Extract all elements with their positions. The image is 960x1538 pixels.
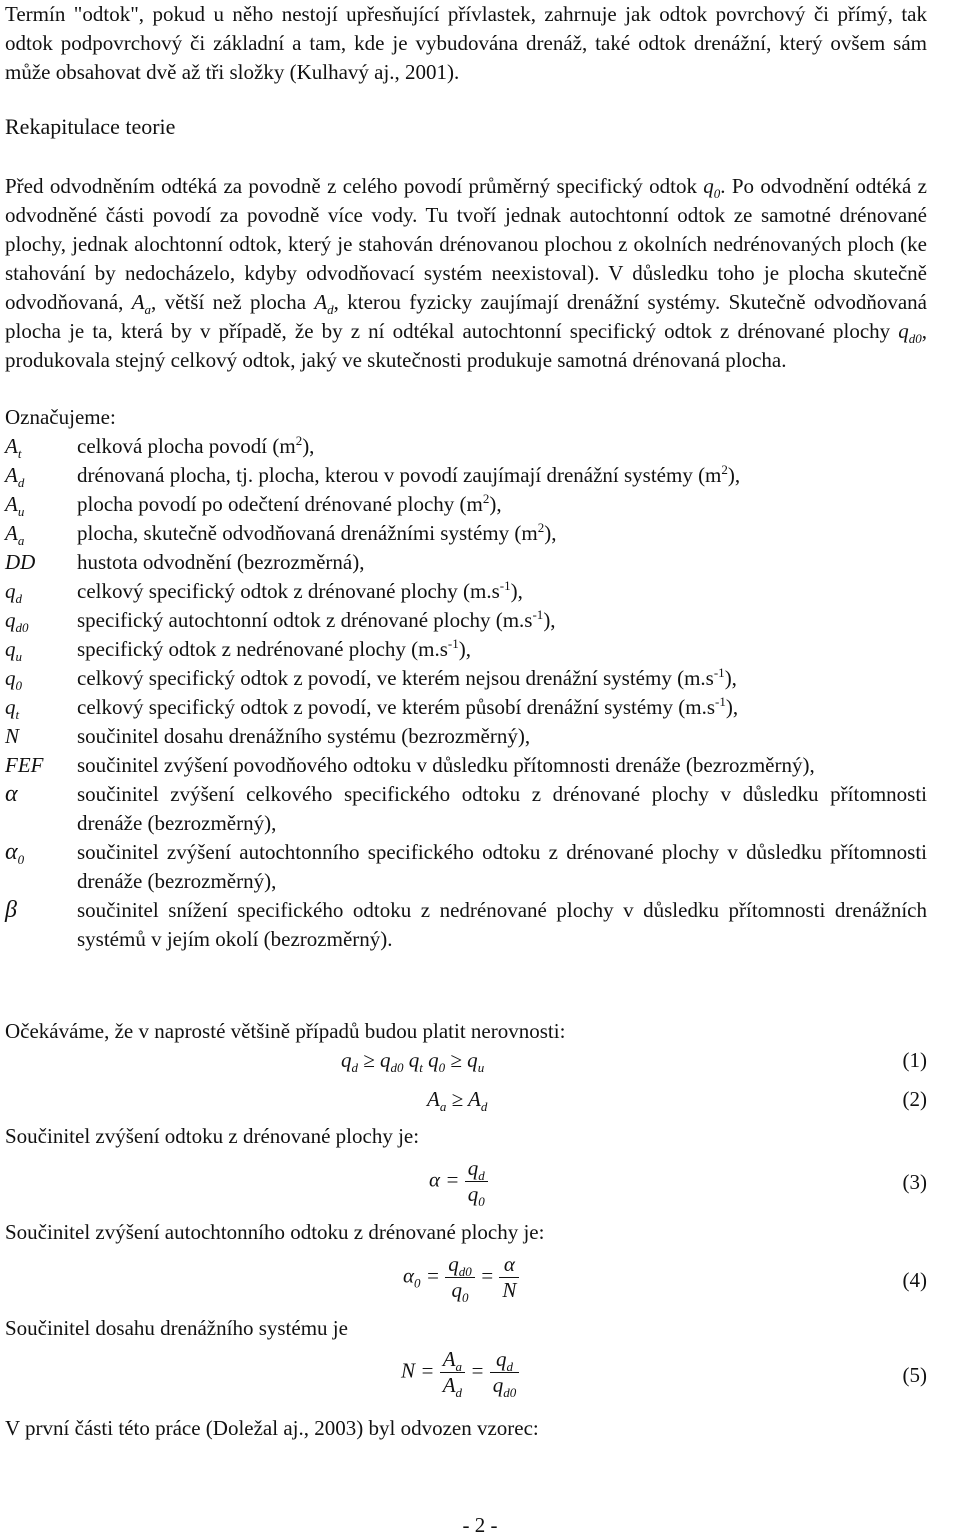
notation-symbol: $\alpha_0$ <box>5 839 25 868</box>
notation-description: součinitel zvýšení povodňového odtoku v důsledku přítomnosti drenáže (bezrozměrný), <box>77 753 815 777</box>
notation-description: celkový specifický odtok z povodí, ve kterém působí drenážní systémy $(m.s^{-1})$, <box>77 694 739 719</box>
equation-1-body: $q_d \ge q_{d0}$ $q_t$ $q_0 \ge q_u$ <box>341 1048 485 1076</box>
notation-description: součinitel snížení specifického odtoku z nedrénované plochy v důsledku přítomnosti drenážních systémů v jejím okolí (bezrozměrný). <box>77 898 927 951</box>
inequalities-intro: Očekáváme, že v naprosté většině případů budou platit nerovnosti: <box>5 1019 566 1043</box>
notation-description: celkový specifický odtok z povodí, ve kterém nejsou drenážní systémy $(m.s^{-1})$, <box>77 665 737 690</box>
alpha-intro: Součinitel zvýšení odtoku z drénované plochy je: <box>5 1124 420 1148</box>
notation-list <box>5 432 927 954</box>
notation-item <box>5 461 927 490</box>
equation-2 <box>5 1087 927 1123</box>
notation-symbol: $q_0$ <box>5 666 22 694</box>
notation-item <box>5 664 927 693</box>
notation-symbol: $q_u$ <box>5 637 22 665</box>
equation-1 <box>5 1048 927 1084</box>
notation-symbol: $q_{d0}$ <box>5 608 29 636</box>
notation-symbol: $A_t$ <box>5 434 22 462</box>
notation-description: plocha povodí po odečtení drénované plochy $(m^2)$, <box>77 491 502 516</box>
equation-2-number: (2) <box>902 1087 927 1111</box>
notation-description: součinitel zvýšení celkového specifického odtoku z drénované plochy v důsledku přítomnosti drenáže (bezrozměrný), <box>77 782 927 835</box>
notation-description: celková plocha povodí $(m^2)$, <box>77 433 315 458</box>
notation-item <box>5 751 927 780</box>
notation-description: specifický odtok z nedrénované plochy $(m.s^{-1})$, <box>77 636 471 661</box>
equation-1-number: (1) <box>902 1048 927 1072</box>
notation-symbol: FEF <box>5 753 44 777</box>
notation-description: drénovaná plocha, tj. plocha, kterou v povodí zaujímají drenážní systémy $(m^2)$, <box>77 462 741 487</box>
notation-symbol: DD <box>5 550 36 574</box>
notation-item <box>5 838 927 896</box>
notation-item <box>5 519 927 548</box>
alpha0-intro: Součinitel zvýšení autochtonního odtoku z drénované plochy je: <box>5 1220 545 1244</box>
equation-4-number: (4) <box>902 1268 927 1292</box>
equation-4-body: $\alpha_0$ = $\frac{q_{d0}}{q_0}$ = $\frac{\alpha}{N}$ <box>403 1252 519 1303</box>
intro-paragraph: Termín "odtok", pokud u něho nestojí upřesňující přívlastek, zahrnuje jak odtok povrchový či přímý, tak odtok podpovrchový či základní a tam, kde je vybudována drenáž, také odtok drenážní, který ovšem sám může obsahovat dvě až tři složky (Kulhavý aj., 2001). <box>5 2 927 84</box>
notation-item <box>5 577 927 606</box>
closing-paragraph: V první části této práce (Doležal aj., 2003) byl odvozen vzorec: <box>5 1416 539 1440</box>
equation-2-body: $A_a \ge A_d$ <box>427 1087 488 1115</box>
notation-symbol: N <box>5 724 20 748</box>
notation-item <box>5 635 927 664</box>
notation-intro: Označujeme: <box>5 405 116 429</box>
notation-symbol: $A_u$ <box>5 492 25 520</box>
notation-description: hustota odvodnění (bezrozměrná), <box>77 550 365 574</box>
notation-symbol: $A_a$ <box>5 521 25 549</box>
page-number: - 2 - <box>462 1513 498 1537</box>
notation-item <box>5 722 927 751</box>
notation-description: součinitel zvýšení autochtonního specifického odtoku z drénované plochy v důsledku přítomnosti drenáže (bezrozměrný), <box>77 840 927 893</box>
notation-symbol: $A_d$ <box>5 463 25 491</box>
notation-item <box>5 432 927 461</box>
notation-item <box>5 606 927 635</box>
notation-symbol: β <box>5 897 17 923</box>
equation-5-body: N = $\frac{A_a}{A_d}$ = $\frac{q_d}{q_{d0}}$ <box>401 1347 519 1398</box>
equation-3 <box>5 1152 927 1212</box>
equation-3-body: α = $\frac{q_d}{q_0}$ <box>429 1156 488 1207</box>
equation-5-number: (5) <box>902 1363 927 1387</box>
notation-description: plocha, skutečně odvodňovaná drenážními systémy $(m^2)$, <box>77 520 557 545</box>
theory-paragraph: Před odvodněním odtéká za povodně z celého povodí průměrný specifický odtok $q_0$. Po odvodnění odtéká z odvodněné části povodí za povodně více vody. Tu tvoří jednak autochtonní odtok ze samotné drénované plochy, jednak alochtonní odtok, který je stahován drénovanou plochou z okolních nedrénovaných ploch (ke stahování by nedocházelo, kdyby odvodňovací systém neexistoval). V důsledku toho je plocha skutečně odvodňovaná, $A_a$, větší než plocha $A_d$, kterou fyzicky zaujímají drenážní systémy. Skutečně odvodňovaná plocha je ta, která by v případě, že by z ní odtékal autochtonní specifický odtok z drénované plochy $q_{d0}$, produkovala stejný celkový odtok, jaký ve skutečnosti produkuje samotná drénovaná plocha. <box>5 174 927 372</box>
notation-item <box>5 548 927 577</box>
equation-4 <box>5 1250 927 1310</box>
n-intro: Součinitel dosahu drenážního systému je <box>5 1316 348 1340</box>
notation-item <box>5 896 927 954</box>
notation-symbol: α <box>5 781 18 807</box>
notation-description: specifický autochtonní odtok z drénované plochy $(m.s^{-1})$, <box>77 607 556 632</box>
section-heading: Rekapitulace teorie <box>5 114 176 139</box>
notation-description: celkový specifický odtok z drénované plochy $(m.s^{-1})$, <box>77 578 523 603</box>
notation-symbol: $q_d$ <box>5 579 22 607</box>
notation-description: součinitel dosahu drenážního systému (bezrozměrný), <box>77 724 531 748</box>
notation-item <box>5 693 927 722</box>
notation-symbol: $q_t$ <box>5 695 20 723</box>
notation-item <box>5 490 927 519</box>
equation-3-number: (3) <box>902 1170 927 1194</box>
equation-5 <box>5 1345 927 1407</box>
notation-item <box>5 780 927 838</box>
